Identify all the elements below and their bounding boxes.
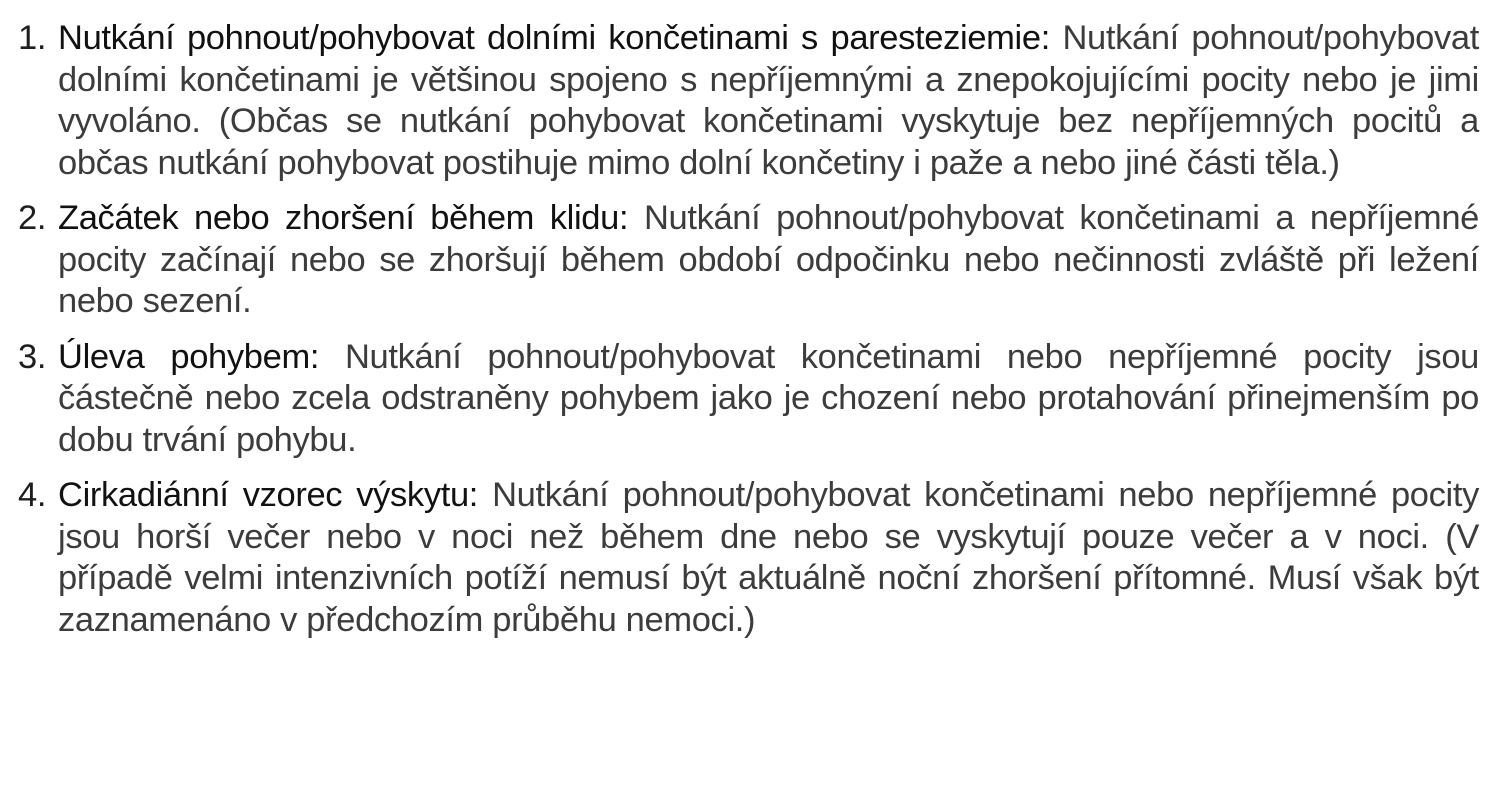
criterion-number: 1. xyxy=(18,19,47,57)
criteria-list xyxy=(18,18,1479,641)
criterion-text: Nutkání pohnout/pohybovat končetinami a nepříjemné pocity začínají nebo se zhoršují během období odpočinku nebo nečinnosti zvláště při ležení nebo sezení. xyxy=(58,199,1479,320)
criterion-text: Nutkání pohnout/pohybovat dolními končetinami je většinou spojeno s nepříjemnými a znepokojujícími pocity nebo je jimi vyvoláno. (Občas se nutkání pohybovat končetinami vyskytuje bez nepříjemných pocitů a občas nutkání pohybovat postihuje mimo dolní končetiny i paže a nebo jiné části těla.) xyxy=(58,19,1479,182)
criterion-number: 2. xyxy=(18,199,47,237)
criterion-term: Cirkadiánní vzorec výskytu: xyxy=(58,476,479,514)
criterion-item xyxy=(18,198,1479,323)
criterion-item xyxy=(18,18,1479,184)
criterion-term: Začátek nebo zhoršení během klidu: xyxy=(58,199,629,237)
criterion-number: 3. xyxy=(18,337,47,376)
criterion-term: Nutkání pohnout/pohybovat dolními končetinami s paresteziemie: xyxy=(58,19,1050,57)
criterion-text: Nutkání pohnout/pohybovat končetinami nebo nepříjemné pocity jsou částečně nebo zcela odstraněny pohybem jako je chození nebo protahování přinejmenším po dobu trvání pohybu. xyxy=(58,337,1479,459)
criterion-item xyxy=(18,337,1479,462)
criterion-item xyxy=(18,475,1479,641)
criterion-term: Úleva pohybem: xyxy=(58,337,320,376)
criterion-text: Nutkání pohnout/pohybovat končetinami nebo nepříjemné pocity jsou horší večer nebo v noci než během dne nebo se vyskytují pouze večer a v noci. (V případě velmi intenzivních potíží nemusí být aktuálně noční zhoršení přítomné. Musí však být zaznamenáno v předchozím průběhu nemoci.) xyxy=(58,476,1479,639)
criterion-number: 4. xyxy=(18,476,47,514)
